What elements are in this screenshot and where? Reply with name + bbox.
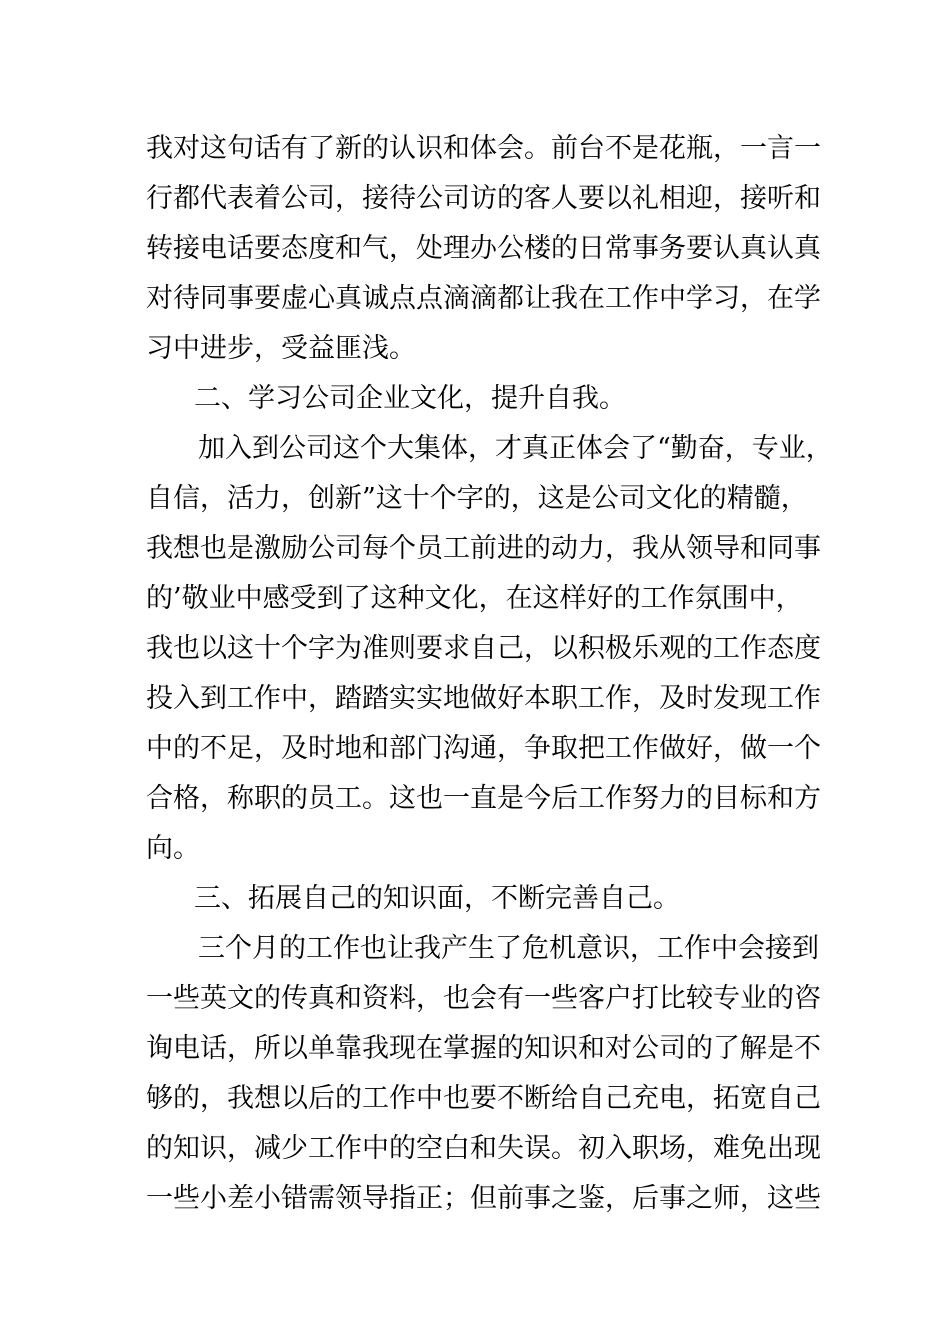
text-line: 询电话，所以单靠我现在掌握的知识和对公司的了解是不 [146,1033,821,1064]
text-line: 一些英文的传真和资料，也会有一些客户打比较专业的咨 [146,983,821,1014]
text-line: 中的不足，及时地和部门沟通，争取把工作做好，做一个 [146,733,821,764]
text-line: 的知识，减少工作中的空白和失误。初入职场，难免出现 [146,1133,821,1164]
text-line: 转接电话要态度和气，处理办公楼的日常事务要认真认真 [146,233,821,264]
text-line: 一些小差小错需领导指正；但前事之鉴，后事之师，这些 [146,1183,821,1214]
text-line: 我想也是激励公司每个员工前进的动力，我从领导和同事 [146,533,821,564]
text-line: 的’敬业中感受到了这种文化，在这样好的工作氛围中， [146,583,803,614]
text-line: 习中进步，受益匪浅。 [146,333,416,364]
text-line: 合格，称职的员工。这也一直是今后工作努力的目标和方 [146,783,821,814]
text-line: 我也以这十个字为准则要求自己，以积极乐观的工作态度 [146,633,821,664]
text-line: 加入到公司这个大集体，才真正体会了“勤奋，专业， [198,433,833,464]
text-line: 对待同事要虚心真诚点点滴滴都让我在工作中学习，在学 [146,283,821,314]
text-line: 向。 [146,833,200,864]
text-line: 投入到工作中，踏踏实实地做好本职工作，及时发现工作 [146,683,821,714]
text-line: 自信，活力，创新”这十个字的，这是公司文化的精髓， [146,483,808,514]
section-heading: 二、学习公司企业文化，提升自我。 [194,383,626,414]
section-heading: 三、拓展自己的知识面，不断完善自己。 [194,883,680,914]
text-line: 我对这句话有了新的认识和体会。前台不是花瓶，一言一 [146,133,821,164]
text-line: 行都代表着公司，接待公司访的客人要以礼相迎，接听和 [146,183,821,214]
text-line: 三个月的工作也让我产生了危机意识，工作中会接到 [198,933,819,964]
text-line: 够的，我想以后的工作中也要不断给自己充电，拓宽自己 [146,1083,821,1114]
